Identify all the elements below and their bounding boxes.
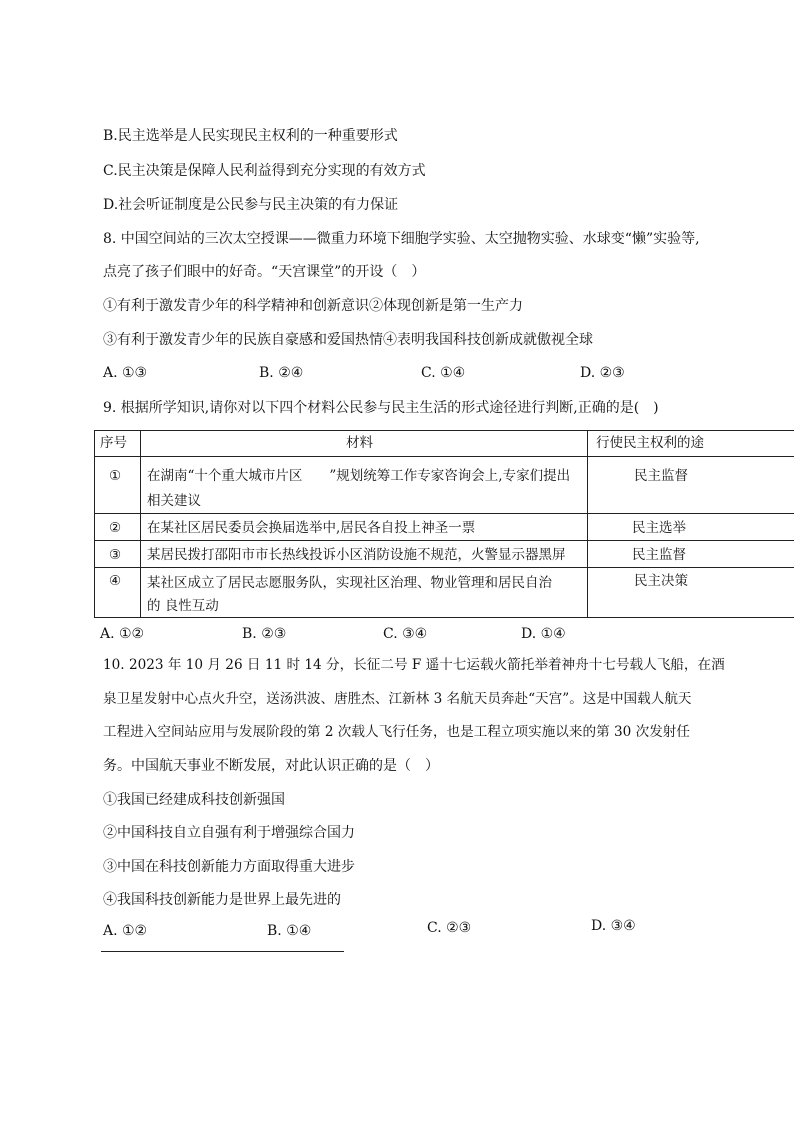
row-4-index: ④ [109,573,122,589]
material-table [94,430,794,618]
row-2-channel: 民主选举 [632,520,686,536]
option-d-text: D.社会听证制度是公民参与民主决策的有力保证 [103,197,399,213]
question-8-stem-line2: 点亮了孩子们眼中的好奇。“天宫课堂”的开设（ ） [103,264,426,280]
q10-option-c: C. ②③ [427,920,472,936]
q9-option-a: A. ①② [100,626,145,642]
question-10-statement-2: ②中国科技自立自强有利于增强综合国力 [103,825,355,841]
question-10-stem-line4: 务。中国航天事业不断发展，对此认识正确的是（ ） [103,758,439,774]
row-2-material: 在某社区居民委员会换届选举中,居民各自投上神圣一票 [147,520,476,536]
q10-option-d: D. ③④ [591,918,636,934]
question-8-statement-line1: ①有利于激发青少年的科学精神和创新意识②体现创新是第一生产力 [103,298,523,314]
option-c-text: C.民主决策是保障人民利益得到充分实现的有效方式 [103,163,426,179]
q8-option-d: D. ②③ [580,365,625,381]
header-index: 序号 [100,435,127,451]
question-10-stem-line2: 泉卫星发射中心点火升空，送汤洪波、唐胜杰、江新林 3 名航天员奔赴“天宫”。这是中国载人航天 [103,691,692,707]
question-10-statement-1: ①我国已经建成科技创新强国 [103,792,285,808]
row-1-channel: 民主监督 [634,468,688,484]
row-4-material-cont: 的 良性互动 [147,598,219,614]
question-10-stem-line1: 10. 2023 年 10 月 26 日 11 时 14 分，长征二号 F 遥十七运载火箭托举着神舟十七号载人飞船，在酒 [103,657,725,673]
question-8-stem-line1: 8. 中国空间站的三次太空授课——微重力环境下细胞学实验、太空抛物实验、水球变“懒”实验等, [103,231,700,247]
row-1-material-cont: 相关建议 [147,493,201,509]
q10-option-a: A. ①② [103,923,148,939]
q8-option-a: A. ①③ [103,365,148,381]
header-material: 材料 [346,435,373,451]
header-channel: 行使民主权利的途 [596,435,704,451]
row-3-channel: 民主监督 [632,547,686,563]
row-3-index: ③ [109,547,122,563]
q8-option-b: B. ②④ [259,365,304,381]
question-10-statement-4: ④我国科技创新能力是世界上最先进的 [103,892,341,908]
answer-underline [101,951,344,952]
row-1-material: 在湖南“十个重大城市片区 ”规划统筹工作专家咨询会上,专家们提出 [147,468,571,484]
q9-option-b: B. ②③ [242,626,287,642]
row-2-index: ② [109,520,122,536]
row-4-channel: 民主决策 [634,573,688,589]
question-9-stem: 9. 根据所学知识,请你对以下四个材料公民参与民主生活的形式途径进行判断,正确的是( ) [103,400,659,416]
q9-option-c: C. ③④ [383,626,428,642]
q9-option-d: D. ①④ [521,626,566,642]
q10-option-b: B. ①④ [267,923,312,939]
q8-option-c: C. ①④ [421,365,466,381]
question-10-stem-line3: 工程进入空间站应用与发展阶段的第 2 次载人飞行任务，也是工程立项实施以来的第 30 次发射任 [103,724,690,740]
row-3-material: 某居民拨打邵阳市市长热线投诉小区消防设施不规范，火警显示器黑屏 [147,547,566,563]
row-4-material: 某社区成立了居民志愿服务队，实现社区治理、物业管理和居民自治 [147,575,552,591]
question-10-statement-3: ③中国在科技创新能力方面取得重大进步 [103,859,355,875]
row-1-index: ① [109,468,122,484]
option-b-text: B.民主选举是人民实现民主权利的一种重要形式 [103,128,398,144]
question-8-statement-line2: ③有利于激发青少年的民族自豪感和爱国热情④表明我国科技创新成就傲视全球 [103,332,593,348]
